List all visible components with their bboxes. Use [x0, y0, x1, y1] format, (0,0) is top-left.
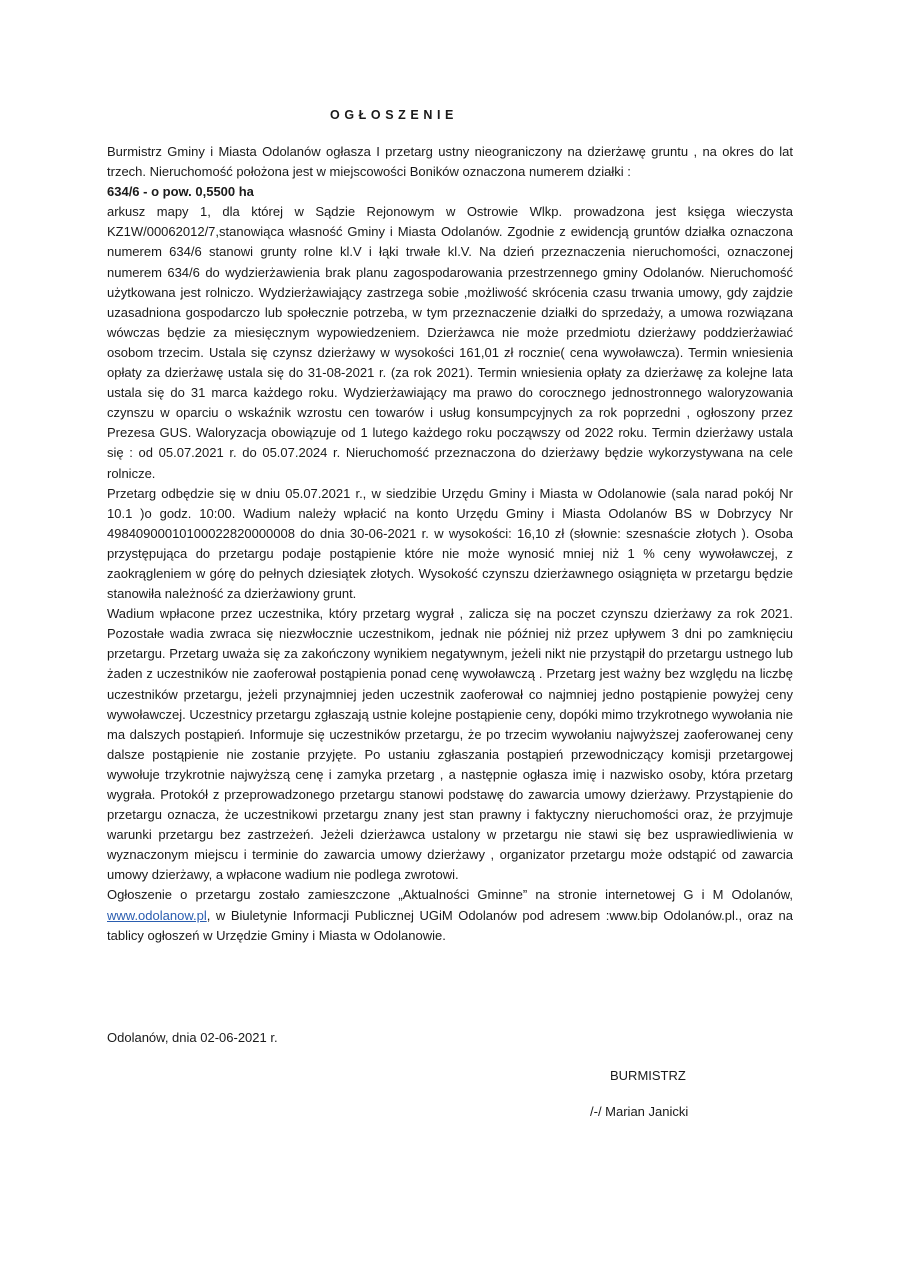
publication-text-after: , w Biuletynie Informacji Publicznej UGiM Odolanów pod adresem :www.bip Odolanów.pl., oraz na tablicy ogłoszeń w Urzędzie Gminy i Miasta w Odolanowie.: [107, 907, 793, 943]
property-description-paragraph: arkusz mapy 1, dla której w Sądzie Rejonowym w Ostrowie Wlkp. prowadzona jest księga wieczysta KZ1W/00062012/7,stanowiąca własność Gminy i Miasta Odolanów. Zgodnie z ewidencją gruntów działka oznaczona numerem 634/6 stanowi grunty rolne kl.V i łąki trwałe kl.V. Na dzień przeznaczenia nieruchomości, oznaczonej numerem 634/6 do wydzierżawienia brak planu zagospodarowania przestrzennego gminy Odolanów. Nieruchomość użytkowana jest rolniczo. Wydzierżawiający zastrzega sobie ,możliwość skrócenia czasu trwania umowy, gdy zajdzie uzasadniona gospodarczo lub społecznie potrzeba, w tym przeznaczenie działki do sprzedaży, a umowa rozwiązana wówczas będzie za miesięcznym wypowiedzeniem. Dzierżawca nie może przedmiotu dzierżawy poddzierżawiać osobom trzecim. Ustala się czynsz dzierżawy w wysokości 161,01 zł rocznie( cena wywoławcza). Termin wniesienia opłaty za dzierżawę ustala się do 31-08-2021 r. (za rok 2021). Termin wniesienia opłaty za dzierżawę za kolejne lata ustala się do 31 marca każdego roku. Wydzierżawiający ma prawo do corocznego jednostronnego waloryzowania czynszu w oparciu o wskaźnik wzrostu cen towarów i usług konsumpcyjnych za rok poprzedni , ogłoszony przez Prezesa GUS. Waloryzacja obowiązuje od 1 lutego każdego roku począwszy od 2022 roku. Termin dzierżawy ustala się : od 05.07.2021 r. do 05.07.2024 r. Nieruchomość przeznaczona do dzierżawy będzie wykorzystywana na cele rolnicze.: [107, 204, 793, 481]
page-title: OGŁOSZENIE: [330, 108, 458, 122]
publication-text-before: Ogłoszenie o przetargu zostało zamieszczone „Aktualności Gminne” na stronie internetowej G i M Odolanów,: [107, 887, 793, 903]
announcement-body: [107, 142, 793, 946]
signature-title: BURMISTRZ: [610, 1068, 686, 1083]
odolanow-website-link[interactable]: www.odolanow.pl: [107, 907, 207, 923]
signature-name: /-/ Marian Janicki: [590, 1104, 689, 1119]
place-and-date: Odolanów, dnia 02-06-2021 r.: [107, 1030, 278, 1045]
intro-paragraph: Burmistrz Gminy i Miasta Odolanów ogłasza I przetarg ustny nieograniczony na dzierżawę gruntu , na okres do lat trzech. Nieruchomość położona jest w miejscowości Boników oznaczona numerem działki :: [107, 144, 793, 180]
auction-details-paragraph: Przetarg odbędzie się w dniu 05.07.2021 r., w siedzibie Urzędu Gminy i Miasta w Odolanowie (sala narad pokój Nr 10.1 )o godz. 10:00. Wadium należy wpłacić na konto Urzędu Gminy i Miasta Odolanów BS w Dobrzycy Nr 49840900010100022820000008 do dnia 30-06-2021 r. w wysokości: 16,10 zł (słownie: szesnaście złotych ). Osoba przystępująca do przetargu podaje postąpienie które nie może wynosić mniej niż 1 % ceny wywoławczej, z zaokrągleniem w górę do pełnych dziesiątek złotych. Wysokość czynszu dzierżawnego osiągnięta w przetargu będzie stanowiła należność za dzierżawiony grunt.: [107, 485, 793, 602]
plot-number: 634/6 - o pow. 0,5500 ha: [107, 184, 254, 200]
publication-paragraph: [107, 885, 793, 945]
deposit-rules-paragraph: Wadium wpłacone przez uczestnika, który przetarg wygrał , zalicza się na poczet czynszu dzierżawy za rok 2021. Pozostałe wadia zwraca się niezwłocznie uczestnikom, jednak nie później niż przez upływem 3 dni po zamknięciu przetargu. Przetarg uważa się za zakończony wynikiem negatywnym, jeżeli nikt nie przystąpił do przetargu ustnego lub żaden z uczestników nie zaoferował postąpienia ponad cenę wywoławczą . Przetarg jest ważny bez względu na liczbę uczestników przetargu, jeżeli przynajmniej jeden uczestnik zaoferował co najmniej jedno postąpienie powyżej ceny wywoławczej. Uczestnicy przetargu zgłaszają ustnie kolejne postąpienie ceny, dopóki mimo trzykrotnego wywołania nie ma dalszych postąpień. Informuje się uczestników przetargu, że po trzecim wywołaniu najwyższej zaoferowanej ceny dalsze postąpienie nie zostanie przyjęte. Po ustaniu zgłaszania postąpień przewodniczący komisji przetargowej wywołuje trzykrotnie najwyższą cenę i zamyka przetarg , a następnie ogłasza imię i nazwisko osoby, która przetarg wygrała. Protokół z przeprowadzonego przetargu stanowi podstawę do zawarcia umowy dzierżawy. Przystąpienie do przetargu oznacza, że uczestnikowi przetargu znany jest stan prawny i faktyczny nieruchomości oraz, że przyjmuje warunki przetargu bez zastrzeżeń. Jeżeli dzierżawca ustalony w przetargu nie stawi się bez usprawiedliwienia w wyznaczonym miejscu i terminie do zawarcia umowy dzierżawy , organizator przetargu może odstąpić od zawarcia umowy dzierżawy, a wpłacone wadium nie podlega zwrotowi.: [107, 606, 793, 883]
